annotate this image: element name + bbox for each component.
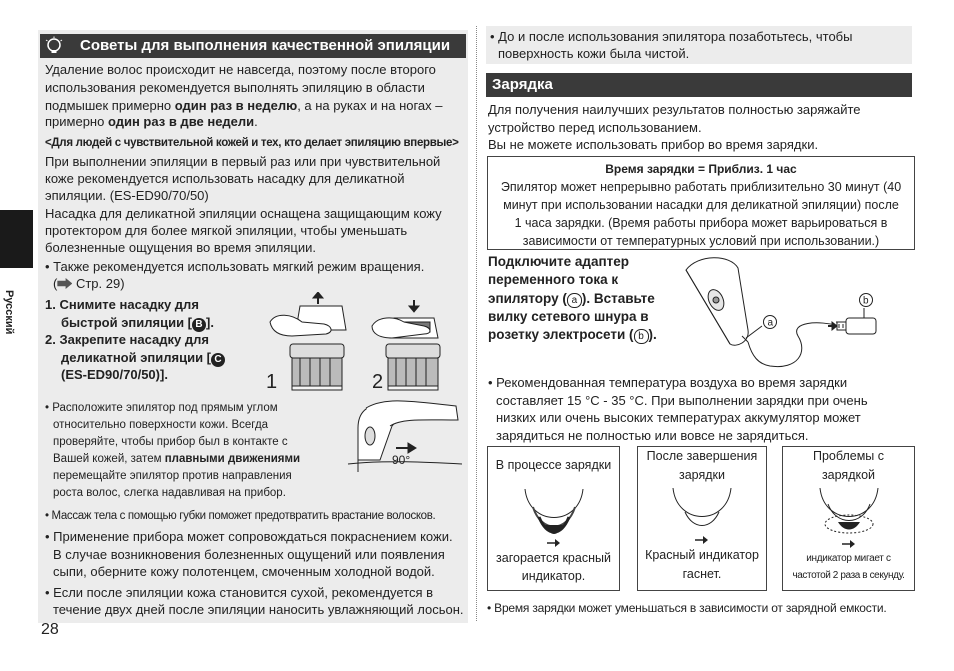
status-problem-desc-1: индикатор мигает с: [806, 553, 891, 564]
status-problem-desc-2: частотой 2 раза в секунду.: [792, 570, 905, 581]
angle-illustration: [346, 398, 464, 474]
sensitive-line-3: эпиляции. (ES-ED90/70/50): [45, 188, 209, 203]
intro-line-2: использования рекомендуется выполнять эпиляцию в области: [45, 80, 425, 95]
charging-time-line-3: 1 часа зарядки. (Время работы прибора может варьироваться в: [514, 216, 888, 230]
soft-mode-line-1: • Также рекомендуется использовать мягкий режим вращения.: [45, 259, 425, 274]
charging-time-line-2: минут при использовании насадки для деликатной эпиляции) после: [503, 198, 899, 212]
column-divider: [476, 26, 477, 621]
charging-time-line-4: зависимости от температурных условий при использовании.): [522, 234, 880, 248]
sensitive-line-6: болезненные ощущения во время эпиляции.: [45, 240, 316, 255]
dry-line-2: течение двух дней после эпиляции наносить увлажняющий лосьон.: [53, 602, 464, 617]
diagram-label-a: a: [767, 317, 774, 329]
attachment-b-icon: B: [192, 318, 206, 332]
soft-mode-line-2: ( Стр. 29): [53, 276, 125, 291]
intro-line-3: подмышек примерно один раз в неделю, а на руках и на ногах –: [45, 98, 443, 113]
angle-line-5: перемещайте эпилятор против направления: [53, 470, 292, 482]
charging-time-heading: Время зарядки = Приблиз. 1 час: [605, 162, 797, 176]
figure-label-1: 1: [266, 371, 278, 392]
step-2-line-3: (ES-ED90/70/50)].: [61, 367, 168, 382]
sensitive-line-4: Насадка для деликатной эпиляции оснащена защищающим кожу: [45, 206, 442, 221]
redness-line-3: сыпи, оберните кожу полотенцем, смоченным холодной водой.: [53, 564, 435, 579]
connect-line-4: вилку сетевого шнура в: [488, 309, 649, 324]
language-label: Русский: [3, 290, 15, 335]
step-2-line-2: деликатной эпиляции [ C: [61, 349, 225, 367]
charge-intro-line-1: Для получения наилучших результатов полностью заряжайте: [488, 102, 861, 117]
diagram-label-b: b: [863, 295, 869, 307]
charging-footnote: • Время зарядки может уменьшаться в зависимости от зарядной емкости.: [487, 601, 887, 615]
connect-line-3: эпилятору ( a ). Вставьте: [488, 291, 655, 306]
angle-line-3: проверяйте, чтобы прибор был в контакте с: [53, 436, 288, 448]
sensitive-line-2: коже рекомендуется использовать насадку для деликатной: [45, 171, 405, 186]
status-charging-desc-1: загорается красный: [496, 550, 611, 565]
skin-note-line-1: • До и после использования эпилятора позаботьтесь, чтобы: [490, 29, 853, 44]
charging-title: Зарядка: [492, 76, 553, 93]
page-number: 28: [41, 621, 59, 638]
status-charging-title: В процессе зарядки: [495, 458, 612, 472]
blinking-indicator-icon: [814, 486, 884, 550]
section-title-bar: [40, 34, 466, 58]
attachment-c-icon: C: [211, 353, 225, 367]
angle-label: 90°: [392, 453, 411, 467]
redness-line-2: В случае возникновения болезненных ощущений или появления: [53, 547, 445, 562]
status-complete-title-2: зарядки: [678, 467, 725, 482]
charging-connection-diagram: [678, 252, 910, 372]
charge-intro-line-3: Вы не можете использовать прибор во время зарядки.: [488, 137, 819, 152]
angle-line-6: роста волос, слегка надавливая на прибор.: [53, 487, 286, 499]
figure-label-2: 2: [372, 371, 384, 392]
redness-line-1: • Применение прибора может сопровождаться покраснением кожи.: [45, 529, 453, 544]
status-problem-title-2: зарядкой: [821, 467, 876, 482]
charging-time-line-1: Эпилятор может непрерывно работать приблизительно 30 минут (40: [500, 180, 902, 194]
page-reference-arrow-icon: [57, 278, 72, 289]
status-charging-desc-2: индикатор.: [521, 569, 586, 583]
connect-line-5: розетку электросети ( b ).: [488, 327, 657, 342]
tips-icon: [44, 36, 64, 56]
connect-line-2: переменного тока к: [488, 272, 619, 287]
massage-note: • Массаж тела с помощью губки поможет предотвратить врастание волосков.: [45, 510, 436, 522]
status-complete-desc-2: гаснет.: [682, 566, 722, 581]
charging-title-bar: [486, 73, 912, 97]
sensitive-heading: <Для людей с чувствительной кожей и тех, кто делает эпиляцию впервые>: [45, 137, 459, 149]
label-b-icon: b: [634, 329, 649, 344]
status-box-complete: [637, 446, 767, 591]
intro-line-1: Удаление волос происходит не навсегда, поэтому после второго: [45, 62, 436, 77]
step-1-line-2: быстрой эпиляции [ B ].: [61, 315, 214, 330]
section-title: Советы для выполнения качественной эпиляции: [80, 37, 451, 54]
language-tab: [0, 210, 33, 268]
temperature-line-4: зарядиться не полностью или вовсе не зарядиться.: [496, 428, 809, 443]
attachment-change-illustration: [262, 292, 462, 392]
status-problem-title-1: Проблемы с: [812, 449, 885, 463]
skin-note-line-2: поверхность кожи была чистой.: [498, 46, 690, 61]
connect-line-1: Подключите адаптер: [488, 254, 629, 269]
temperature-line-2: составляет 15 °C - 35 °C. При выполнении зарядки при очень: [496, 393, 868, 408]
step-2-line-1: 2. Закрепите насадку для: [45, 332, 209, 347]
intro-line-4: примерно один раз в две недели.: [45, 114, 258, 129]
red-indicator-on-icon: [519, 487, 589, 549]
red-indicator-off-icon: [667, 486, 737, 546]
temperature-line-1: • Рекомендованная температура воздуха во время зарядки: [488, 375, 848, 390]
status-complete-title-1: После завершения: [646, 449, 758, 463]
sensitive-line-1: При выполнении эпиляции в первый раз или при чувствительной: [45, 154, 441, 169]
step-1-line-1: 1. Снимите насадку для: [45, 297, 199, 312]
angle-line-2: относительно поверхности кожи. Всегда: [53, 419, 269, 431]
charging-time-box: [487, 156, 915, 250]
label-a-icon: a: [567, 293, 582, 308]
dry-line-1: • Если после эпиляции кожа становится сухой, рекомендуется в: [45, 585, 434, 600]
status-box-problem: [782, 446, 915, 591]
charge-intro-line-2: устройство перед использованием.: [488, 120, 702, 135]
status-box-charging: [487, 446, 620, 591]
sensitive-line-5: протектором для более мягкой эпиляции, чтобы уменьшать: [45, 223, 408, 238]
status-complete-desc-1: Красный индикатор: [645, 548, 759, 562]
angle-line-1: • Расположите эпилятор под прямым углом: [45, 402, 278, 414]
angle-line-4: Вашей кожей, затем плавными движениями: [53, 453, 301, 465]
temperature-line-3: низких или очень высоких температурах аккумулятор может: [496, 410, 861, 425]
